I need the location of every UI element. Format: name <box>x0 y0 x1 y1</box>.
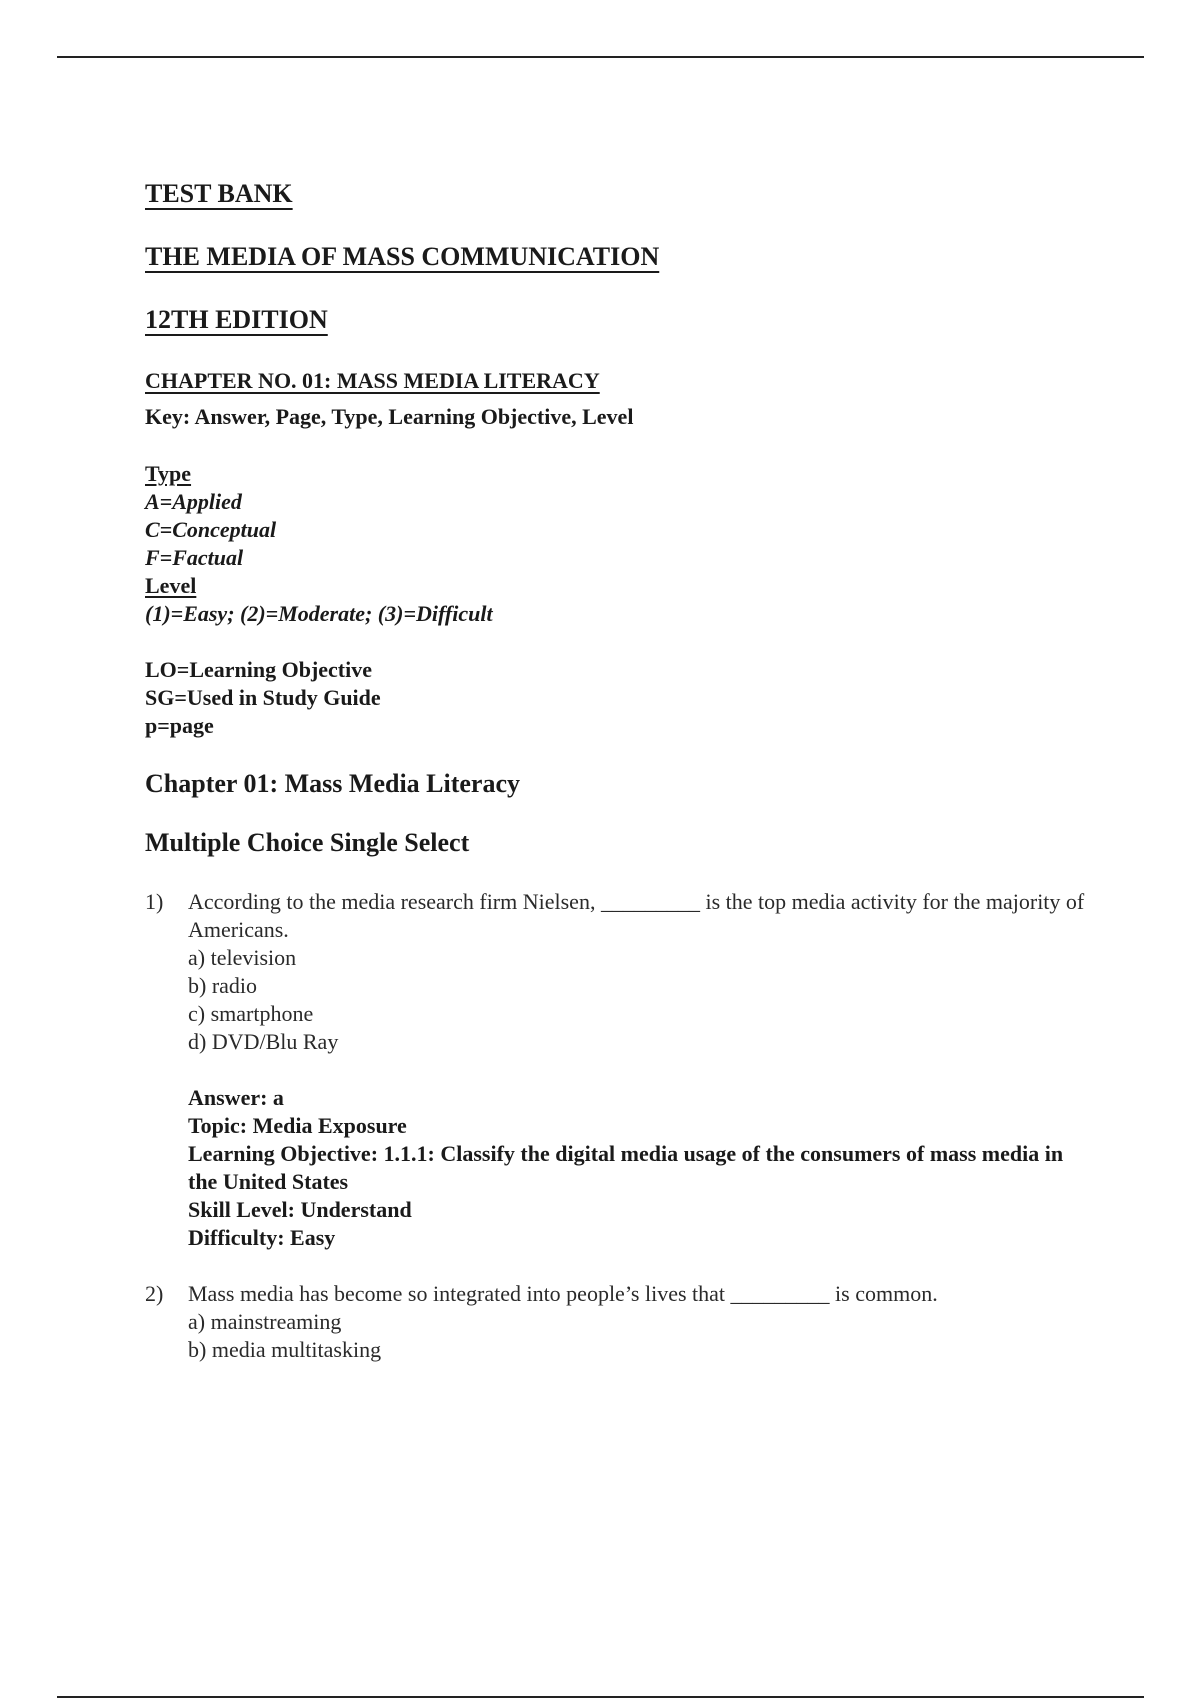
option-b: b) radio <box>188 973 258 999</box>
option-a: a) television <box>188 945 297 971</box>
section-title: Multiple Choice Single Select <box>145 828 470 858</box>
skill-level: Skill Level: Understand <box>188 1197 412 1223</box>
level-label: Level <box>145 572 197 598</box>
learning-objective: Learning Objective: 1.1.1: Classify the digital media usage of the consumers of mass media in the United States <box>188 1141 1064 1195</box>
question-2 <box>145 1280 1085 1364</box>
type-label: Type <box>145 460 192 486</box>
abbreviation-legend <box>145 656 1085 740</box>
top-rule <box>57 56 1144 58</box>
difficulty: Difficulty: Easy <box>188 1225 336 1251</box>
question-number: 1) <box>145 889 164 915</box>
question-text: According to the media research firm Nielsen, _________ is the top media activity for the majority of Americans. <box>188 889 1085 943</box>
type-legend <box>145 460 1085 628</box>
chapter-heading: CHAPTER NO. 01: MASS MEDIA LITERACY <box>145 367 600 393</box>
title-book: THE MEDIA OF MASS COMMUNICATION <box>145 242 660 272</box>
answer-meta <box>188 1084 1085 1252</box>
abbr-p: p=page <box>145 712 214 738</box>
answer: Answer: a <box>188 1085 284 1111</box>
level-values: (1)=Easy; (2)=Moderate; (3)=Difficult <box>145 600 493 626</box>
key-line: Key: Answer, Page, Type, Learning Objective, Level <box>145 403 634 429</box>
topic: Topic: Media Exposure <box>188 1113 407 1139</box>
question-number: 2) <box>145 1281 164 1307</box>
option-b: b) media multitasking <box>188 1337 382 1363</box>
bottom-rule <box>57 1696 1144 1698</box>
type-factual: F=Factual <box>145 544 244 570</box>
option-c: c) smartphone <box>188 1001 314 1027</box>
option-a: a) mainstreaming <box>188 1309 342 1335</box>
type-applied: A=Applied <box>145 488 242 514</box>
type-conceptual: C=Conceptual <box>145 516 277 542</box>
question-1 <box>145 888 1085 1252</box>
abbr-lo: LO=Learning Objective <box>145 656 373 682</box>
option-d: d) DVD/Blu Ray <box>188 1029 339 1055</box>
chapter-title: Chapter 01: Mass Media Literacy <box>145 768 521 798</box>
title-edition: 12TH EDITION <box>145 305 328 335</box>
title-test-bank: TEST BANK <box>145 179 293 208</box>
page-content <box>145 178 1085 1364</box>
question-text: Mass media has become so integrated into people’s lives that _________ is common. <box>188 1281 938 1307</box>
abbr-sg: SG=Used in Study Guide <box>145 684 381 710</box>
